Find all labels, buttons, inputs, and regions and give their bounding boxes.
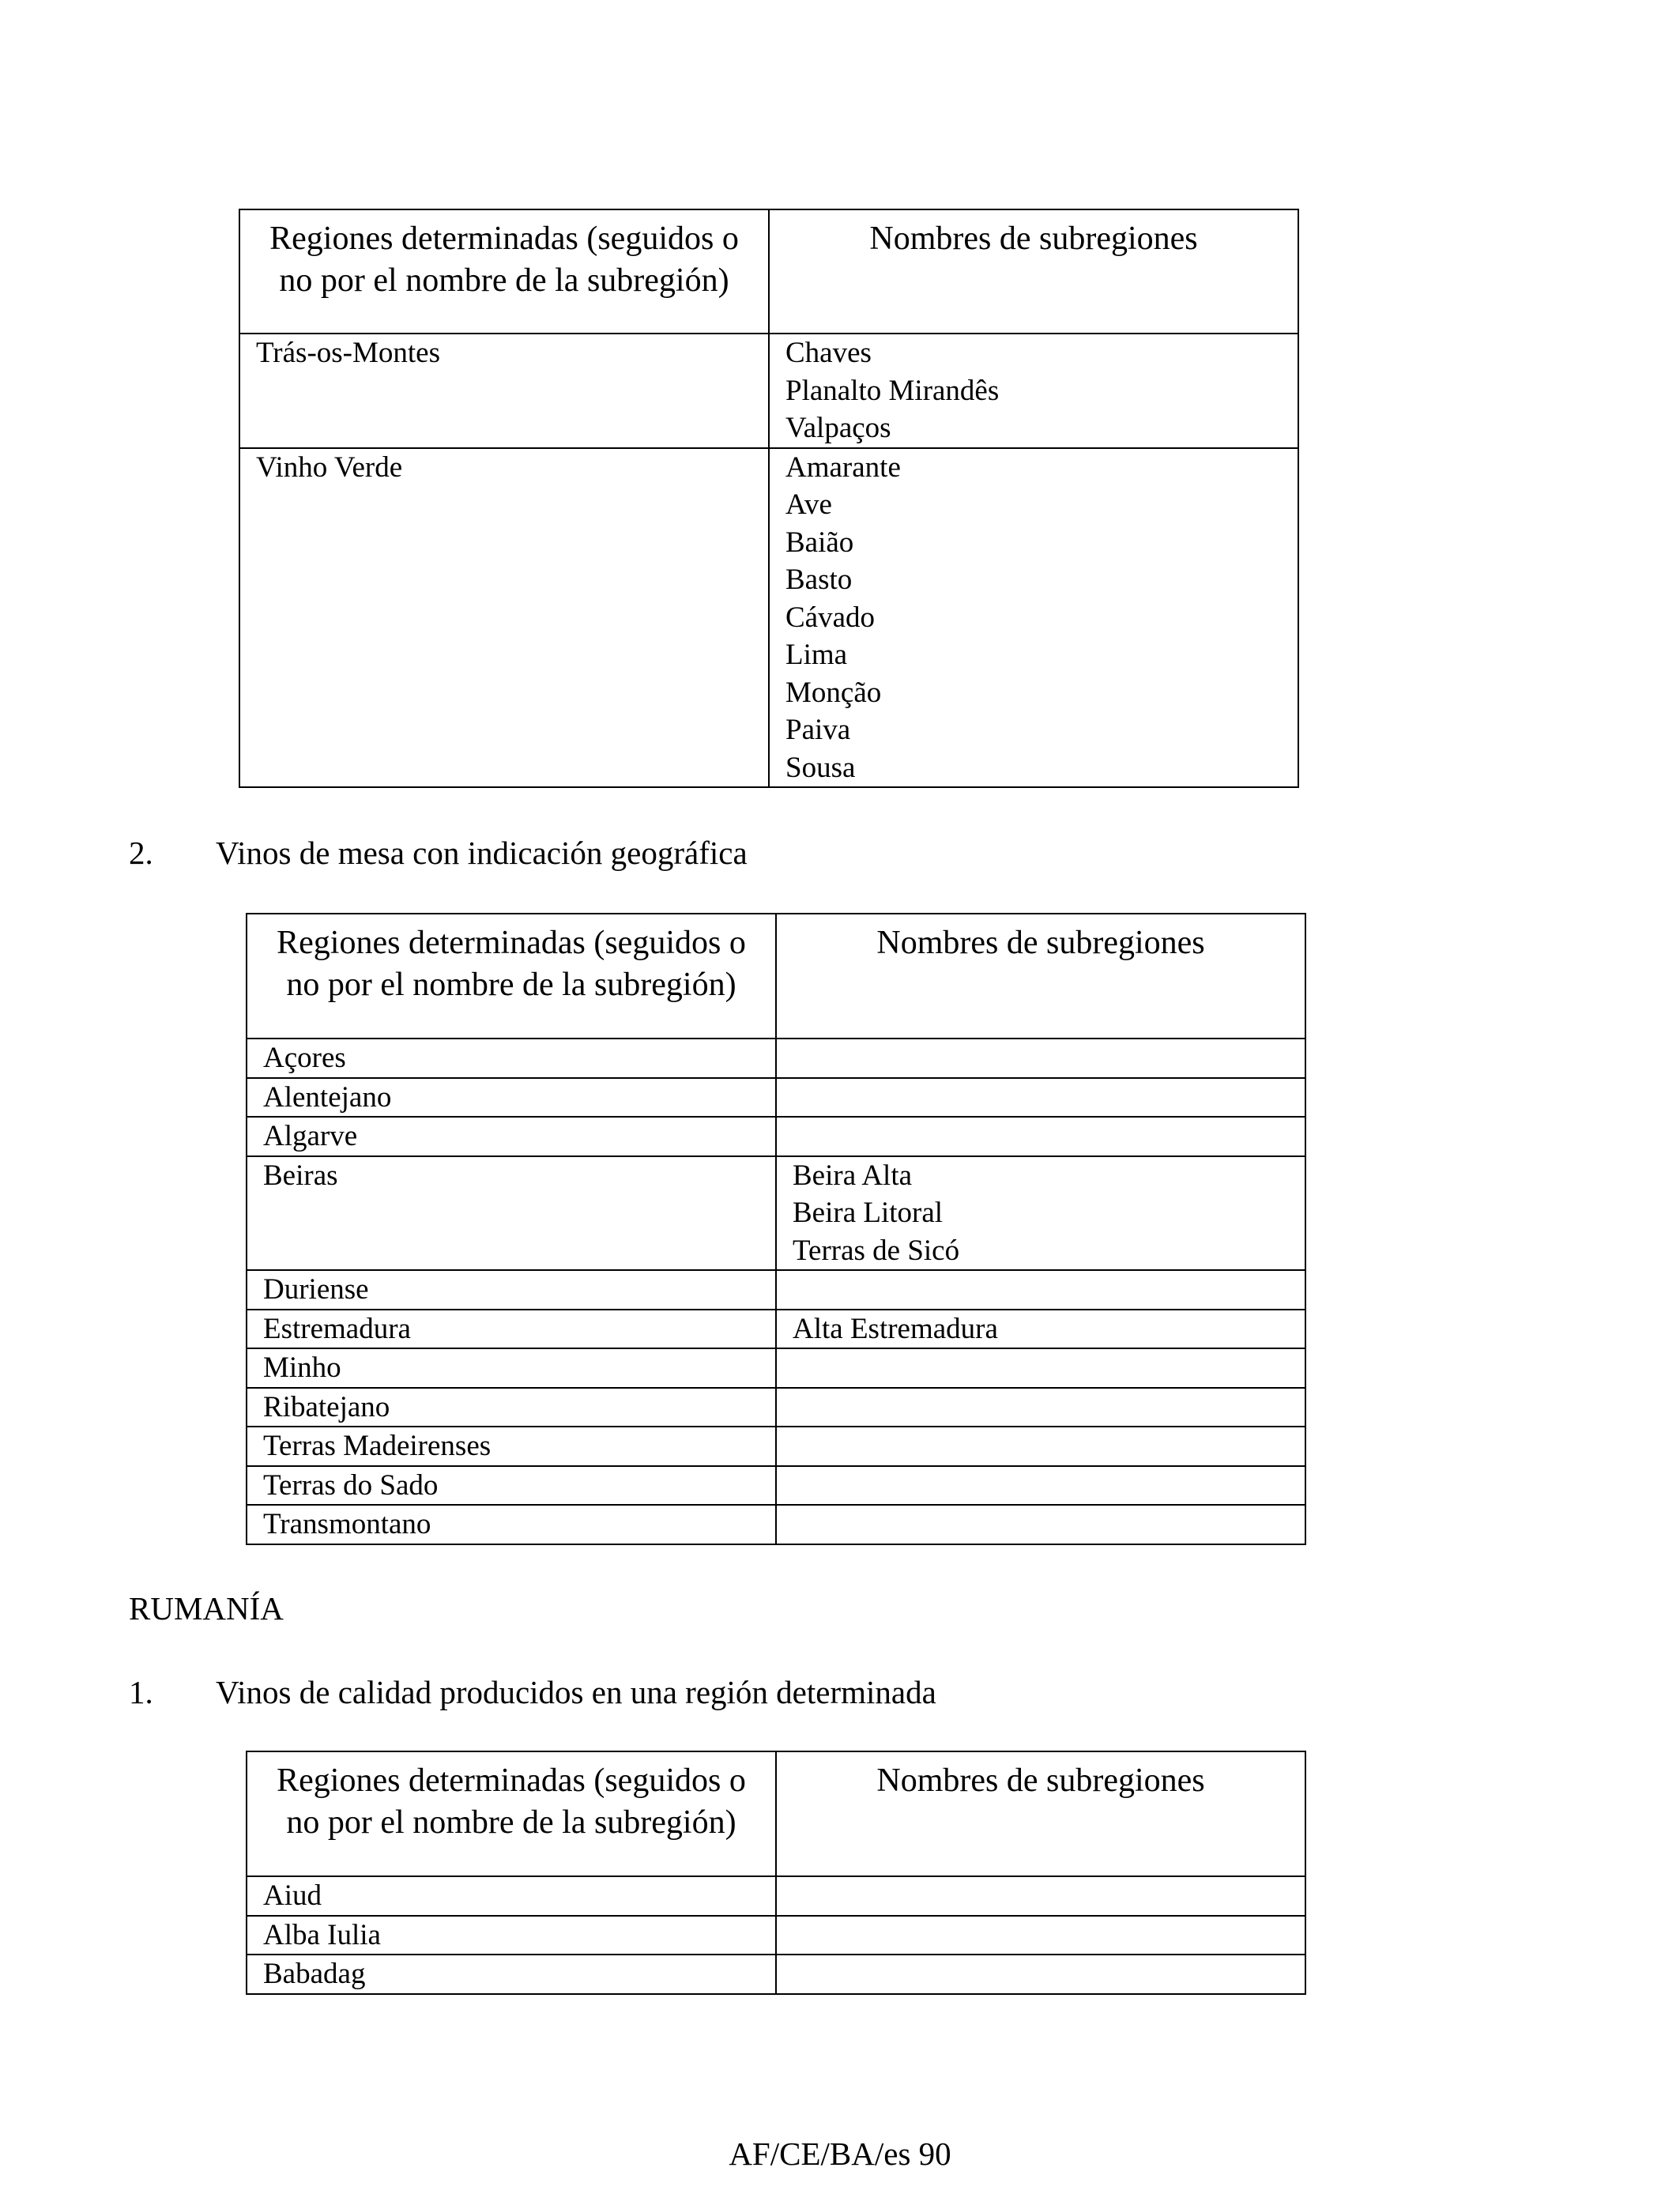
region-name: Açores (263, 1042, 346, 1074)
subregions-cell (776, 1955, 1305, 1994)
subregions-cell (769, 448, 1298, 788)
header-regions (247, 1751, 776, 1876)
subregion-name: Basto (785, 564, 853, 596)
country-heading: RUMANÍA (129, 1590, 284, 1627)
region-name: Alentejano (263, 1080, 392, 1114)
section-title: Vinos de mesa con indicación geográfica (216, 835, 748, 871)
region-name: Alba Iulia (263, 1918, 381, 1951)
subregion-name: Amarante (785, 450, 901, 484)
region-name: Estremadura (263, 1312, 411, 1345)
region-name: Vinho Verde (256, 450, 403, 484)
page-footer: AF/CE/BA/es 90 (729, 2136, 951, 2172)
region-name: Trás-os-Montes (256, 337, 440, 369)
region-cell (247, 1156, 776, 1271)
table-row (247, 1039, 1305, 1078)
region-cell (247, 1505, 776, 1544)
header-subregions-label: Nombres de subregiones (876, 1762, 1205, 1799)
header-regions-label: Regiones determinadas (seguidos o no por el nombre de la subregión) (269, 221, 739, 299)
subregion-name: Baião (785, 526, 854, 559)
region-cell (247, 1348, 776, 1388)
header-subregions-label: Nombres de subregiones (869, 221, 1198, 257)
table-row (247, 1388, 1305, 1427)
table-row (239, 448, 1298, 788)
header-subregions (776, 914, 1305, 1039)
region-cell (247, 1427, 776, 1466)
region-cell (239, 334, 769, 448)
region-cell (247, 1117, 776, 1156)
subregions-cell (776, 1876, 1305, 1916)
table-row (239, 334, 1298, 448)
subregions-cell (776, 1078, 1305, 1118)
region-cell (247, 1388, 776, 1427)
table-row (247, 1466, 1305, 1506)
region-name: Algarve (263, 1120, 358, 1152)
section-title: Vinos de calidad producidos en una región determinada (216, 1674, 936, 1710)
regions-table-portugal-quality (239, 209, 1299, 788)
region-name: Babadag (263, 1958, 366, 1990)
region-name: Beiras (263, 1159, 338, 1192)
region-name: Minho (263, 1351, 341, 1384)
region-cell (247, 1466, 776, 1506)
region-name: Duriense (263, 1273, 369, 1306)
table-row (247, 1348, 1305, 1388)
subregion-name: Ave (785, 488, 832, 521)
subregions-cell (776, 1388, 1305, 1427)
regions-table-romania-quality (246, 1751, 1306, 1995)
section-number: 1. (129, 1674, 153, 1710)
table-body (247, 1039, 1305, 1544)
subregion-name: Chaves (785, 337, 872, 369)
section-heading-table-wines (129, 833, 748, 873)
subregion-name: Lima (785, 639, 848, 671)
section-heading-quality-wines (129, 1672, 936, 1712)
subregions-cell (776, 1348, 1305, 1388)
region-cell (247, 1955, 776, 1994)
subregion-name: Valpaços (785, 412, 891, 444)
subregion-name: Alta Estremadura (793, 1312, 998, 1345)
subregions-cell (776, 1505, 1305, 1544)
subregions-cell (776, 1039, 1305, 1078)
region-cell (247, 1916, 776, 1955)
table-row (247, 1505, 1305, 1544)
region-cell (247, 1310, 776, 1349)
subregion-name: Monção (785, 676, 882, 709)
table-row (247, 1078, 1305, 1118)
subregions-cell (776, 1270, 1305, 1310)
subregion-name: Beira Litoral (793, 1197, 944, 1229)
header-subregions (776, 1751, 1305, 1876)
table-row (247, 1876, 1305, 1916)
table-row (247, 1427, 1305, 1466)
region-name: Terras do Sado (263, 1468, 439, 1502)
region-cell (239, 448, 769, 788)
header-regions-label: Regiones determinadas (seguidos o no por el nombre de la subregión) (277, 925, 746, 1003)
region-cell (247, 1270, 776, 1310)
header-regions (247, 914, 776, 1039)
subregions-cell (776, 1916, 1305, 1955)
header-subregions-label: Nombres de subregiones (876, 925, 1205, 961)
subregions-cell (769, 334, 1298, 448)
subregion-name: Terras de Sicó (793, 1234, 960, 1267)
table-body (239, 334, 1298, 787)
subregion-name: Cávado (785, 601, 876, 634)
subregions-cell (776, 1466, 1305, 1506)
region-cell (247, 1876, 776, 1916)
region-name: Aiud (263, 1879, 322, 1912)
subregions-cell (776, 1117, 1305, 1156)
header-regions (239, 209, 769, 334)
table-row (247, 1117, 1305, 1156)
regions-table-portugal-table-wines (246, 913, 1306, 1545)
table-row (247, 1270, 1305, 1310)
subregion-name: Sousa (785, 751, 856, 784)
section-number: 2. (129, 835, 153, 871)
table-body (247, 1876, 1305, 1994)
subregion-name: Planalto Mirandês (785, 374, 1000, 407)
region-cell (247, 1039, 776, 1078)
subregion-name: Beira Alta (793, 1159, 913, 1192)
region-name: Terras Madeirenses (263, 1430, 492, 1462)
subregions-cell (776, 1310, 1305, 1349)
subregions-cell (776, 1156, 1305, 1271)
table-row (247, 1955, 1305, 1994)
header-regions-label: Regiones determinadas (seguidos o no por el nombre de la subregión) (277, 1762, 746, 1841)
region-cell (247, 1078, 776, 1118)
region-name: Ribatejano (263, 1390, 390, 1423)
header-subregions (769, 209, 1298, 334)
table-row (247, 1916, 1305, 1955)
subregions-cell (776, 1427, 1305, 1466)
region-name: Transmontano (263, 1508, 431, 1540)
subregion-name: Paiva (785, 714, 851, 746)
table-row (247, 1156, 1305, 1271)
table-row (247, 1310, 1305, 1349)
